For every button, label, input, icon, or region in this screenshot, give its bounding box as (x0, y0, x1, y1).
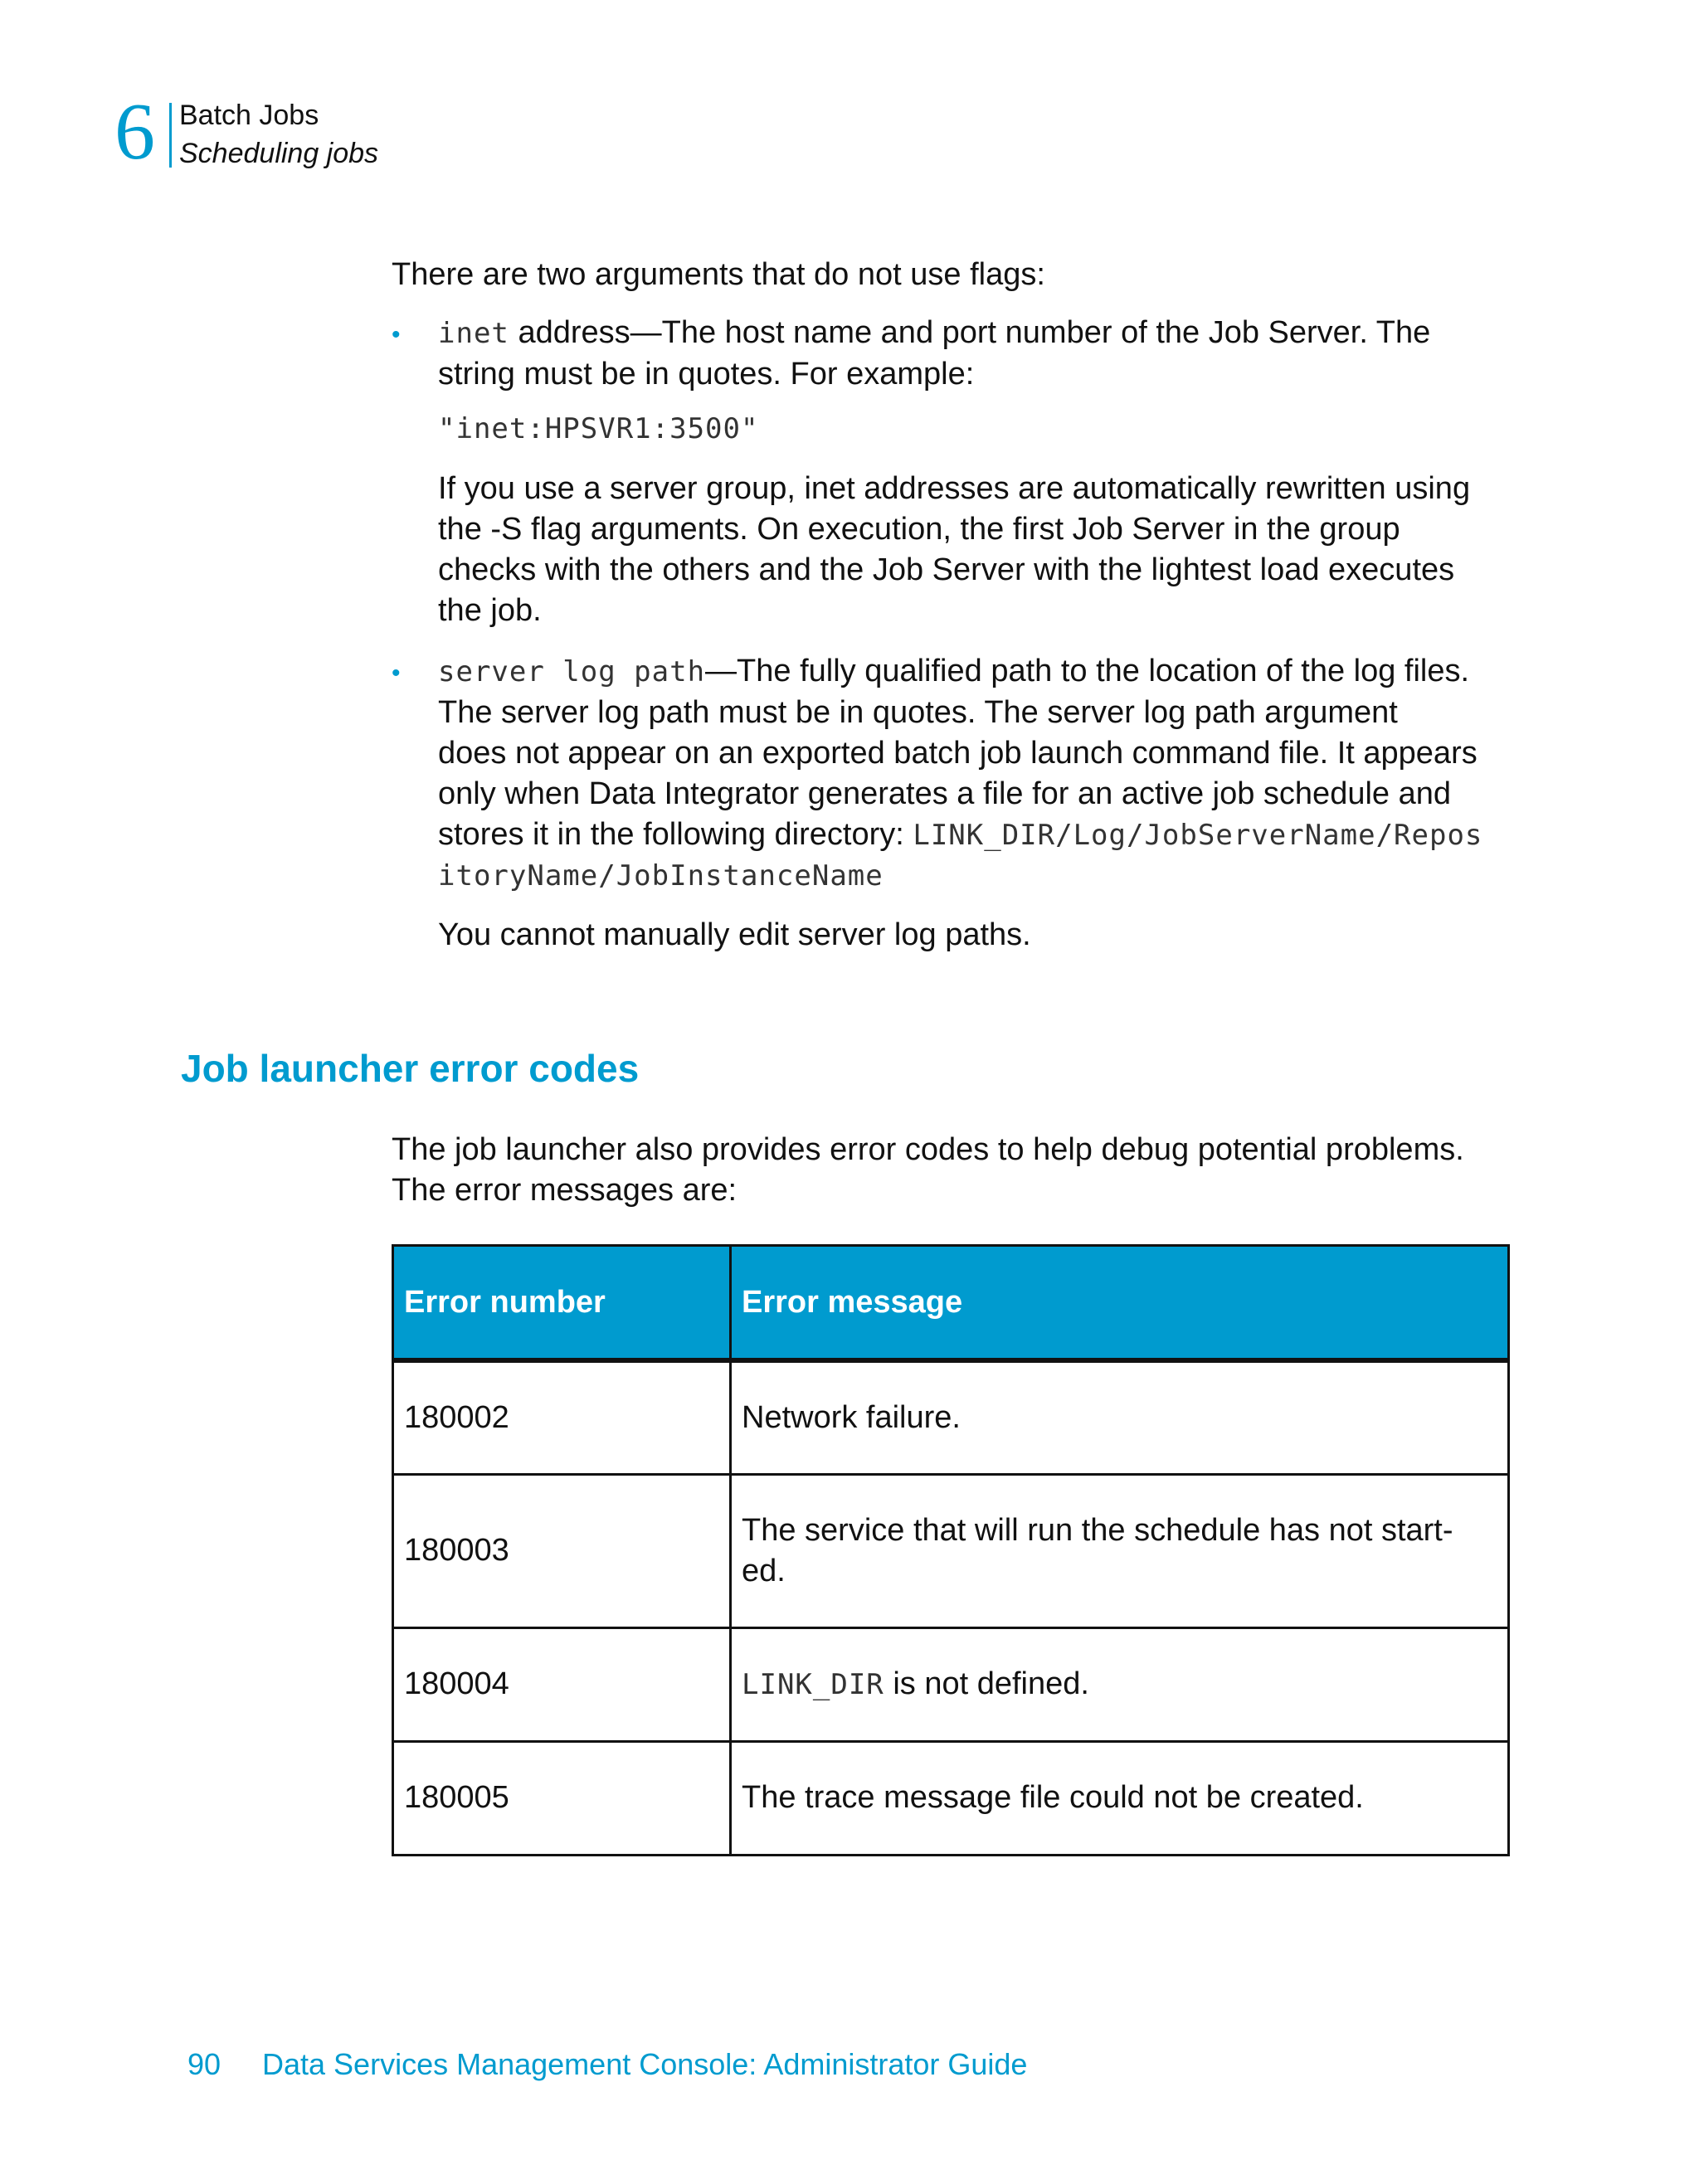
error-message-cell (731, 1627, 1509, 1741)
table-row (393, 1741, 1509, 1855)
log-path-desc: —The fully qualified path to the location of the log files. (705, 654, 1470, 688)
section-intro-line: The job launcher also provides error codes to help debug potential problems. (392, 1132, 1464, 1167)
inet-note-line: the -S flag arguments. On execution, the first Job Server in the group (438, 512, 1400, 547)
table-row (393, 1360, 1509, 1474)
log-path-note: You cannot manually edit server log paths. (438, 917, 1031, 952)
inet-example: "inet:HPSVR1:3500" (438, 412, 759, 445)
inet-bullet-text (438, 313, 1516, 395)
error-number-cell: 180002 (393, 1360, 731, 1474)
intro-paragraph: There are two arguments that do not use flags: (392, 257, 1045, 292)
section-heading: Job launcher error codes (181, 1047, 640, 1090)
table-header-row (393, 1246, 1509, 1361)
bullet-icon: • (392, 659, 401, 687)
table-row (393, 1474, 1509, 1627)
inet-code: inet (438, 317, 509, 350)
section-title: Scheduling jobs (179, 138, 379, 169)
error-number-cell: 180004 (393, 1627, 731, 1741)
table-row (393, 1627, 1509, 1741)
inet-note-line: If you use a server group, inet addresses are automatically rewritten using (438, 471, 1471, 506)
document-title: Data Services Management Console: Administrator Guide (262, 2047, 1028, 2081)
log-directory-path: LINK_DIR/Log/JobServerName/Repos (913, 819, 1483, 852)
link-dir-code: LINK_DIR (742, 1667, 884, 1701)
header-error-number: Error number (393, 1246, 731, 1361)
inet-note-line: checks with the others and the Job Server with the lightest load executes (438, 552, 1455, 587)
log-path-line: does not appear on an exported batch job launch command file. It appears (438, 736, 1477, 771)
section-intro (392, 1130, 1520, 1211)
bullet-icon: • (392, 321, 401, 348)
log-path-line: only when Data Integrator generates a file for an active job schedule and (438, 776, 1451, 811)
chapter-title: Batch Jobs (179, 100, 319, 131)
chapter-number: 6 (114, 87, 155, 177)
log-path-line: stores it in the following directory: (438, 817, 913, 852)
log-path-code: server log path (438, 655, 706, 688)
error-message-cell: The trace message file could not be created. (731, 1741, 1509, 1855)
error-message-line: The service that will run the schedule has not start- (742, 1512, 1453, 1548)
inet-desc: address—The host name and port number of the Job Server. The (509, 315, 1431, 350)
log-path-line: The server log path must be in quotes. The server log path argument (438, 695, 1398, 730)
inet-note (438, 469, 1516, 631)
error-codes-table (392, 1244, 1510, 1856)
section-intro-line: The error messages are: (392, 1173, 738, 1208)
inet-note-line: the job. (438, 593, 542, 628)
log-directory-path-cont: itoryName/JobInstanceName (438, 859, 884, 893)
error-message-text: is not defined. (884, 1666, 1089, 1701)
inet-desc-line2: string must be in quotes. For example: (438, 357, 975, 392)
error-message-cell: Network failure. (731, 1360, 1509, 1474)
error-message-cell (731, 1474, 1509, 1627)
error-number-cell: 180005 (393, 1741, 731, 1855)
log-path-bullet-text (438, 651, 1516, 897)
header-error-message: Error message (731, 1246, 1509, 1361)
chapter-divider (169, 103, 172, 168)
error-message-line: ed. (742, 1553, 786, 1588)
error-number-cell: 180003 (393, 1474, 731, 1627)
page-number: 90 (187, 2047, 222, 2081)
